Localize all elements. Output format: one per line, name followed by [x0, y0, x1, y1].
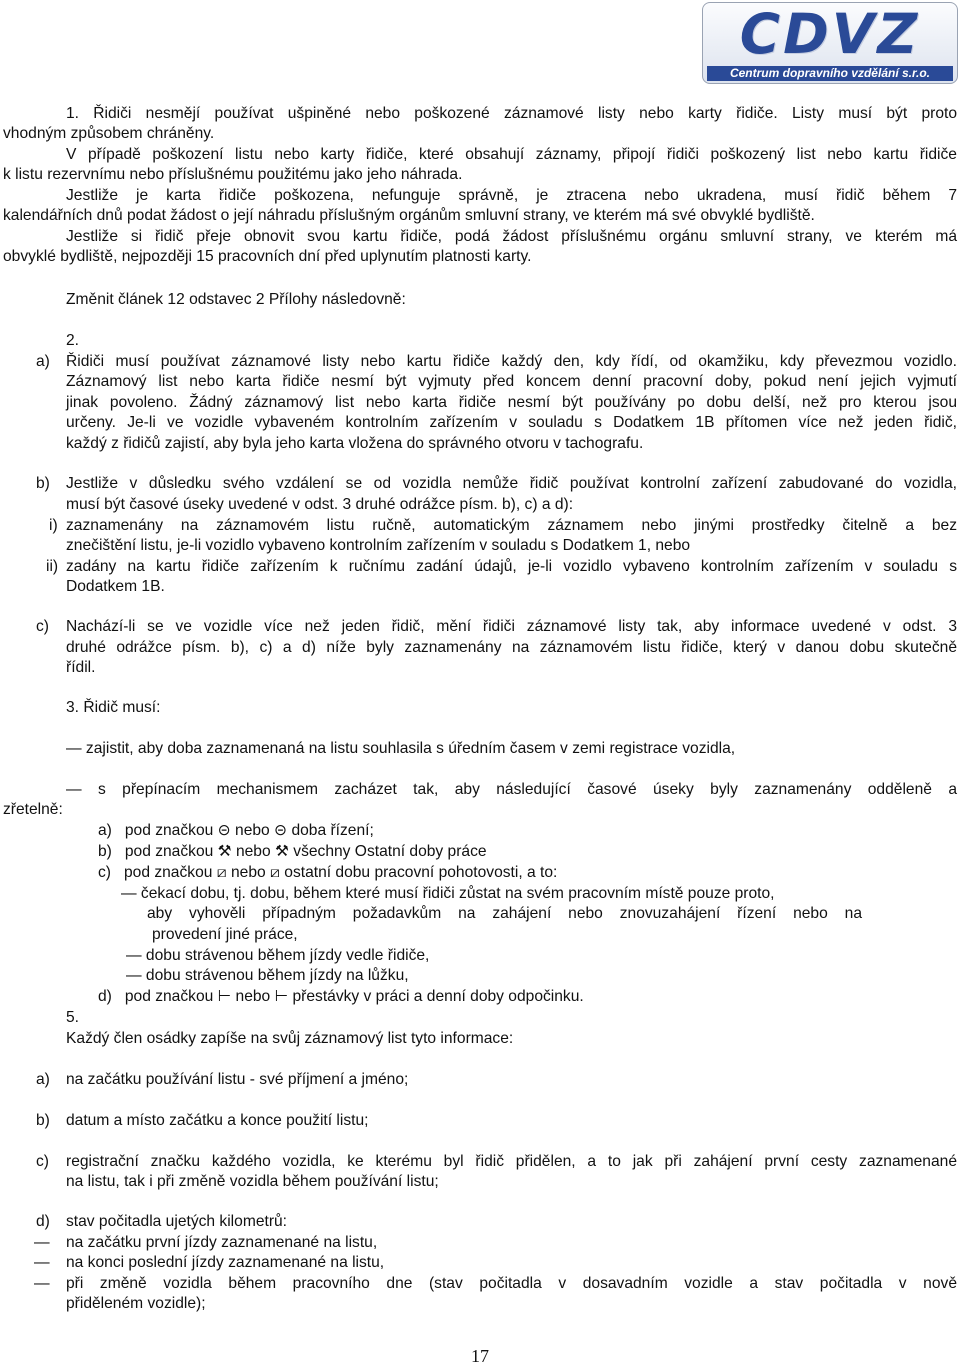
page-number: 17	[471, 1346, 489, 1366]
s5-d-text: stav počitadla ujetých kilometrů:	[66, 1213, 288, 1230]
a-line-2: Záznamový list nebo karta řidiče nesmí být vyjmuty před koncem denní pracovní doby, pokud není jejich vyjmutí	[66, 373, 957, 390]
p1-line-4: k listu rezervnímu nebo příslušnému použitému jako jeho náhrada.	[3, 166, 463, 183]
s3-c-dash-2: ― dobu strávenou během jízdy vedle řidiče,	[126, 947, 430, 964]
a-label: a)	[36, 353, 50, 370]
section-3-heading: 3. Řidič musí:	[66, 699, 161, 716]
c-line-1: Nachází-li se ve vozidle více než jeden řidič, mění řidiči záznamové listy tak, aby informace uvedené v odst. 3	[66, 618, 957, 635]
amend-heading: Změnit článek 12 odstavec 2 Přílohy následovně:	[66, 291, 406, 308]
b-line-1: Jestliže v důsledku svého vzdálení se od vozidla nemůže řidič používat kontrolní zařízení zabudované do vozidla,	[66, 475, 957, 492]
s5-d-dash-3-line-2: přiděleném vozidle);	[66, 1295, 206, 1312]
b-ii-line-2: Dodatkem 1B.	[66, 578, 165, 595]
s5-d-dash-1-marker: ―	[34, 1234, 50, 1251]
p1-line-7: Jestliže si řidič přeje obnovit svou kartu řidiče, podá žádost příslušnému orgánu smluvní strany, ve kterém má	[66, 228, 957, 245]
s3-c-dash-1-line-3: provedení jiné práce,	[152, 926, 298, 943]
section-2-number: 2.	[66, 332, 80, 349]
b-i-line-2: znečištění listu, je-li vozidlo vybaveno kontrolním zařízením v souladu s Dodatkem 1, nebo	[66, 537, 691, 554]
s5-d-dash-3-line-1: při změně vozidla během pracovního dne (stav počitadla v dosavadním vozidle a stav počitadla v nově	[66, 1275, 957, 1292]
s3-c-dash-1: ― čekací dobu, tj. dobu, během které musí řidiči zůstat na svém pracovním místě pouze proto,	[121, 885, 775, 902]
b-label: b)	[36, 475, 50, 492]
s5-d-dash-3-marker: ―	[34, 1275, 50, 1292]
p1-line-6: kalendářních dnů podat žádost o její náhradu příslušným orgánům smluvní strany, ve kterém má své obvyklé bydliště.	[3, 207, 815, 224]
s5-c-label: c)	[36, 1153, 49, 1170]
s3-dash-2-line-2: zřetelně:	[3, 801, 63, 818]
logo-tagline: Centrum dopravního vzdělání s.r.o.	[707, 66, 953, 81]
s5-a-label: a)	[36, 1071, 50, 1088]
s3-dash-1: ― zajistit, aby doba zaznamenaná na listu souhlasila s úředním časem v zemi registrace vozidla,	[66, 740, 736, 757]
s5-c-line-1: registrační značku každého vozidla, ke kterému byl řidič přidělen, a to jak při zahájení první cesty zaznamenané	[66, 1153, 957, 1170]
s3-item-d: d) pod značkou ⊢ nebo ⊢ přestávky v práci a denní doby odpočinku.	[98, 988, 584, 1005]
s3-c-dash-1-line-2: aby vyhověli případným požadavkům na zahájení nebo znovuzahájení řízení nebo na	[147, 905, 862, 922]
s5-a-text: na začátku používání listu - své příjmení a jméno;	[66, 1071, 409, 1088]
a-line-4: určeny. Je-li ve vozidle vybaveném kontrolním zařízením v souladu s Dodatkem 1B přítomen více než jeden řidič,	[66, 414, 957, 431]
s3-dash-2-line-1: ― s přepínacím mechanismem zacházet tak, aby následující časové úseky byly zaznamenány odděleně a	[66, 781, 957, 798]
p1-line-3: V případě poškození listu nebo karty řidiče, které obsahují záznamy, připojí řidiči poškozený list nebo kartu řidiče	[66, 146, 957, 163]
s5-c-line-2: na listu, tak i při změně vozidla během používání listu;	[66, 1173, 439, 1190]
b-i-label: i)	[49, 517, 58, 534]
b-ii-line-1: zadány na kartu řidiče zařízením k ručnímu zadání údajů, je-li vozidlo vybaveno kontrolním zařízením v souladu s	[66, 558, 957, 575]
section-5-number: 5.	[66, 1009, 80, 1026]
logo-wordmark: CDVZ	[739, 2, 921, 66]
s3-item-c: c) pod značkou ⧄ nebo ⧄ ostatní dobu pracovní pohotovosti, a to:	[98, 864, 558, 881]
c-line-3: řídil.	[66, 659, 96, 676]
p1-line-8: obvyklé bydliště, nejpozději 15 pracovních dní před uplynutím platnosti karty.	[3, 248, 532, 265]
b-i-line-1: zaznamenány na záznamovém listu ručně, automatickým záznamem nebo jinými prostředky čitelně a bez	[66, 517, 957, 534]
b-line-2: musí být časové úseky uvedené v odst. 3 druhé odrážce písm. b), c) a d):	[66, 496, 574, 513]
a-line-5: každý z řidičů zajistí, aby byla jeho karta vložena do správného otvoru v tachografu.	[66, 435, 644, 452]
p1-line-2: vhodným způsobem chráněny.	[3, 125, 215, 142]
s5-b-text: datum a místo začátku a konce použití listu;	[66, 1112, 369, 1129]
s5-d-dash-1: na začátku první jízdy zaznamenané na listu,	[66, 1234, 378, 1251]
s3-item-b: b) pod značkou ⚒ nebo ⚒ všechny Ostatní doby práce	[98, 843, 487, 860]
s3-item-a: a) pod značkou ⊝ nebo ⊝ doba řízení;	[98, 822, 374, 839]
s5-b-label: b)	[36, 1112, 50, 1129]
p1-line-1: 1. Řidiči nesmějí používat ušpiněné nebo poškozené záznamové listy nebo karty řidiče. Listy musí být proto	[66, 105, 957, 122]
a-line-1: Řidiči musí používat záznamové listy nebo kartu řidiče každý den, kdy řídí, od okamžiku, kdy převezmou vozidlo.	[66, 353, 957, 370]
c-label: c)	[36, 618, 49, 635]
s5-d-label: d)	[36, 1213, 50, 1230]
section-5-intro: Každý člen osádky zapíše na svůj záznamový list tyto informace:	[66, 1030, 514, 1047]
company-logo	[702, 2, 958, 84]
s3-c-dash-3: ― dobu strávenou během jízdy na lůžku,	[126, 967, 409, 984]
a-line-3: jinak povoleno. Žádný záznamový list nebo karta řidiče nesmí být používány po dobu delší, než pro kterou jsou	[66, 394, 957, 411]
s5-d-dash-2-marker: ―	[34, 1254, 50, 1271]
s5-d-dash-2: na konci poslední jízdy zaznamenané na listu,	[66, 1254, 385, 1271]
b-ii-label: ii)	[46, 558, 59, 575]
p1-line-5: Jestliže je karta řidiče poškozena, nefunguje správně, je ztracena nebo ukradena, musí řidič během 7	[66, 187, 957, 204]
c-line-2: druhé odrážce písm. b), c) a d) níže byly zaznamenány na záznamovém listu řidiče, který v danou dobu skutečně	[66, 639, 957, 656]
